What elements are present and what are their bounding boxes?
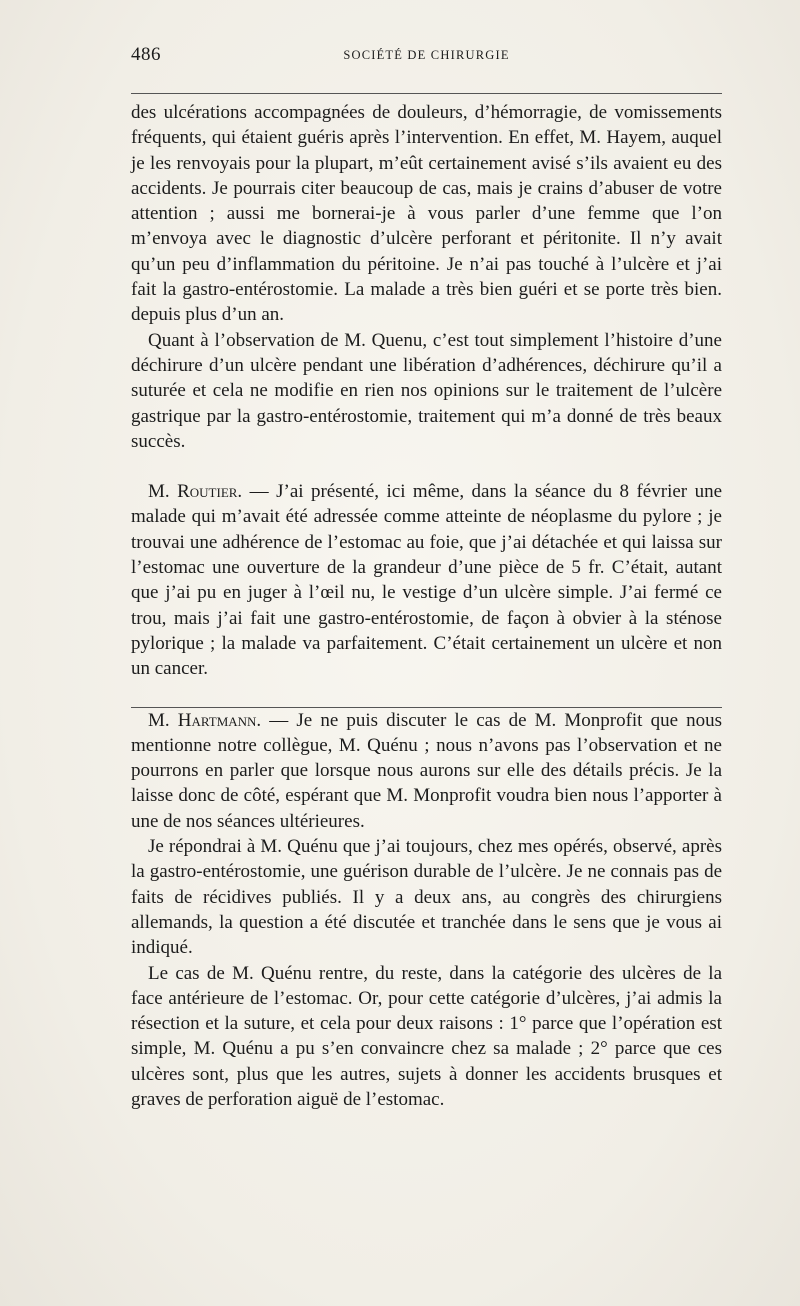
page-number: 486 <box>131 44 161 65</box>
paragraph-1: des ulcérations accompagnées de douleurs, d’hémorragie, de vomissements fréquents, qui étaient guéris après l’intervention. En effet, M. Hayem, auquel je les renvoyais pour la plupart, m’eût certainement avisé s’ils avaient eu des accidents. Je pourrais citer beaucoup de cas, mais je crains d’abuser de votre attention ; aussi me bornerai-je à vous parler d’une femme que l’on m’envoya avec le diagnostic d’ulcère perforant et péritonite. Il n’y avait qu’un peu d’inflammation du péritoine. Je n’ai pas touché à l’ulcère et j’ai fait la gastro-entérostomie. La malade a très bien guéri et se porte très bien. depuis plus d’un an. <box>131 102 722 326</box>
page-header <box>131 44 722 72</box>
paragraph-routier <box>131 479 722 681</box>
body-text <box>131 100 722 1112</box>
paragraph-6: Le cas de M. Quénu rentre, du reste, dans la catégorie des ulcères de la face antérieure de l’estomac. Or, pour cette catégorie d’ulcères, j’ai admis la résection et la suture, et cela pour deux raisons : 1° parce que l’opération est simple, M. Quénu a pu s’en convaincre chez sa malade ; 2° parce que ces ulcères sont, plus que les autres, sujets à donner les accidents brusques et graves de perforation aiguë de l’estomac. <box>131 962 722 1110</box>
running-head: SOCIÉTÉ DE CHIRURGIE <box>343 48 510 62</box>
header-rule <box>131 93 722 94</box>
paragraph-hartmann <box>131 708 722 834</box>
speaker-name: M. Hartmann. <box>148 709 262 731</box>
paragraph-5: Je répondrai à M. Quénu que j’ai toujours, chez mes opérés, observé, après la gastro-entérostomie, une guérison durable de l’ulcère. Je ne connais pas de faits de récidives publiés. Il y a deux ans, au congrès des chirurgiens allemands, la question a été discutée et tranchée dans le sens que je vous ai indiqué. <box>131 836 722 959</box>
speaker-text: — Je ne puis discuter le cas de M. Monprofit que nous mentionne notre collègue, M. Quénu ; nous n’avons pas l’observation et ne pourrons en parler que lorsque nous aurons sur elle des détails précis. Je la laisse donc de côté, espérant que M. Monprofit voudra bien nous l’apporter à une de nos séances ultérieures. <box>131 709 723 832</box>
speaker-name: M. Routier. <box>148 481 243 503</box>
paragraph-2: Quant à l’observation de M. Quenu, c’est tout simplement l’histoire d’une déchirure d’un ulcère pendant une libération d’adhérences, déchirure qu’il a suturée et cela ne modifie en rien nos opinions sur le traitement de l’ulcère gastrique par la gastro-entérostomie, traitement qui m’a donné de très beaux succès. <box>131 329 722 452</box>
speaker-text: — J’ai présenté, ici même, dans la séance du 8 février une malade qui m’avait été adressée comme atteinte de néoplasme du pylore ; je trouvai une adhérence de l’estomac au foie, que j’ai détachée et qui laissa sur l’estomac une ouverture de la grandeur d’une pièce de 5 fr. C’était, autant que j’ai pu en juger à l’œil nu, le vestige d’un ulcère simple. J’ai fermé ce trou, mais j’ai fait une gastro-entérostomie, de façon à obvier à la sténose pylorique ; la malade va parfaitement. C’était certainement un ulcère et non un cancer. <box>131 481 722 680</box>
